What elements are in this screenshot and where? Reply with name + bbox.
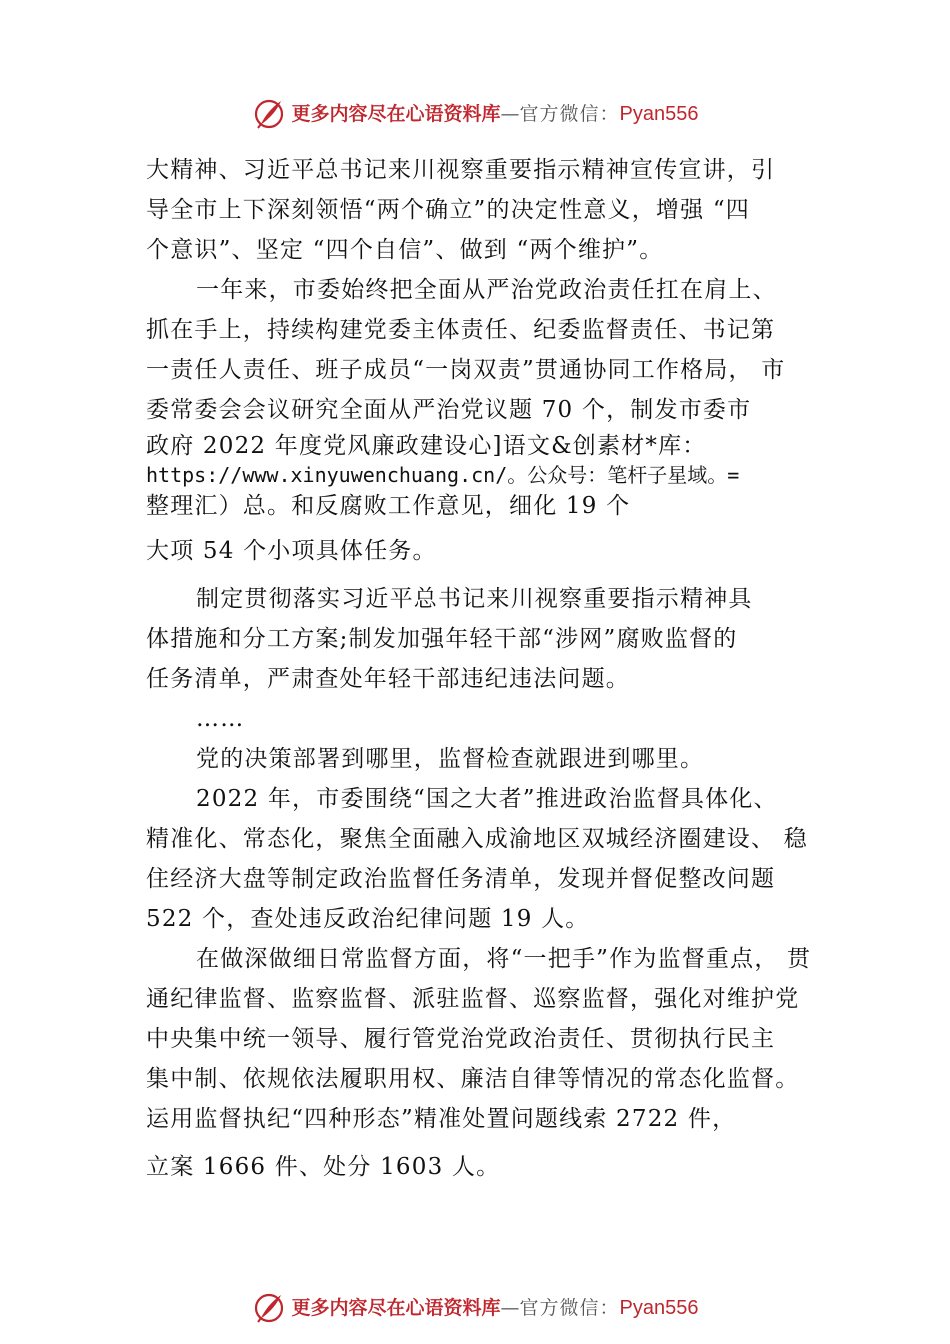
text-line: 522 个，查处违反政治纪律问题 19 人。 [146,906,590,932]
text-line: 集中制、依规依法履职用权、廉洁自律等情况的常态化监督。 [146,1066,800,1092]
paragraph-start-line: 制定贯彻落实习近平总书记来川视察重要指示精神具 [196,586,753,612]
banner-separator: — [500,1297,520,1319]
banner-wechat-label: 官方微信： [519,1297,620,1319]
text-line: 一责任人责任、班子成员“一岗双责”贯通协同工作格局， 市 [146,357,786,383]
text-line: 委常委会会议研究全面从严治党议题 70 个，制发市委市 [146,397,752,423]
text-line: 通纪律监督、监察监督、派驻监督、巡察监督，强化对维护党 [146,986,800,1012]
banner-separator: — [500,103,520,125]
text-line: 政府 2022 年度党风廉政建设心]语文&创素材*库： [146,433,707,459]
text-line: 体措施和分工方案;制发加强年轻干部“涉网”腐败监督的 [146,626,738,652]
banner-wechat-label: 官方微信： [519,103,620,125]
banner-title: 更多内容尽在心语资料库 [291,103,501,125]
text-line: 导全市上下深刻领悟“两个确立”的决定性意义，增强 “四 [146,197,750,223]
text-line: 立案 1666 件、处分 1603 人。 [146,1154,501,1180]
document-body [146,150,826,1187]
text-line: 大精神、习近平总书记来川视察重要指示精神宣传宣讲，引 [146,157,776,183]
text-line: 大项 54 个小项具体任务。 [146,538,437,564]
text-line: 抓在手上，持续构建党委主体责任、纪委监督责任、书记第 [146,317,776,343]
paragraph-start-line: 2022 年，市委围绕“国之大者”推进政治监督具体化、 [196,786,778,812]
text-line: 精准化、常态化，聚焦全面融入成渝地区双城经济圈建设、 稳 [146,826,808,852]
text-line: 个意识”、坚定 “四个自信”、做到 “两个维护”。 [146,237,664,263]
banner-wechat-id: Pyan556 [619,103,699,125]
ellipsis-line: …… [196,706,245,732]
text-line: 整理汇）总。和反腐败工作意见，细化 19 个 [146,493,631,519]
url-line: https://www.xinyuwenchuang.cn/。公众号：笔杆子星域。= [146,463,740,487]
text-line: 任务清单，严肃查处年轻干部违纪违法问题。 [146,666,630,692]
footer-banner [0,1290,950,1326]
paragraph-start-line: 党的决策部署到哪里，监督检查就跟进到哪里。 [196,746,705,772]
banner-wechat-id: Pyan556 [619,1297,699,1319]
banner-title: 更多内容尽在心语资料库 [291,1297,501,1319]
text-line: 运用监督执纪“四种形态”精准处置问题线索 2722 件， [146,1106,737,1132]
quill-logo-icon [252,1291,286,1325]
text-line: 中央集中统一领导、履行管党治党政治责任、贯彻执行民主 [146,1026,776,1052]
quill-logo-icon [252,97,286,131]
text-line: 住经济大盘等制定政治监督任务清单，发现并督促整改问题 [146,866,776,892]
paragraph-start-line: 在做深做细日常监督方面，将“一把手”作为监督重点， 贯 [196,946,812,972]
header-banner [0,96,950,132]
paragraph-start-line: 一年来，市委始终把全面从严治党政治责任扛在肩上、 [196,277,777,303]
